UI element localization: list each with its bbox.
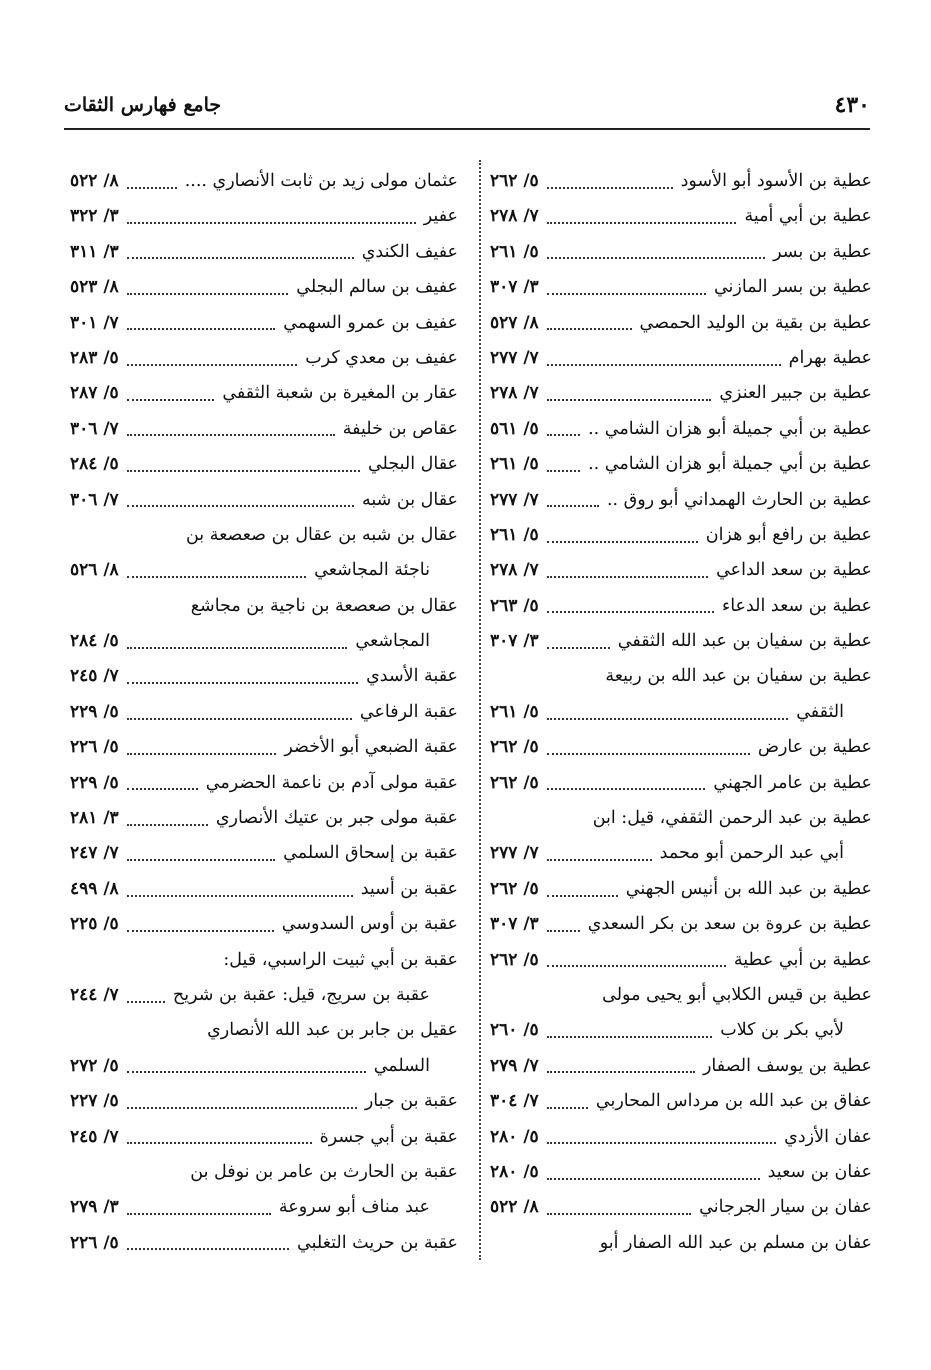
dot-leader <box>127 1248 289 1250</box>
entry-name: عثمان مولى زيد بن ثابت الأنصاري .... <box>184 171 458 191</box>
index-entry <box>70 907 458 942</box>
dot-leader <box>127 647 348 649</box>
dot-leader <box>547 187 673 189</box>
dot-leader <box>127 364 298 366</box>
dot-leader <box>127 187 177 189</box>
entry-name: عقبة بن جبار <box>364 1091 458 1112</box>
dot-leader <box>547 1213 691 1215</box>
index-entry <box>70 978 458 1013</box>
index-entry <box>490 306 872 341</box>
dot-leader <box>127 1071 366 1073</box>
entry-name: عقيل بن جابر بن عبد الله الأنصاري <box>207 1020 458 1041</box>
index-entry <box>70 270 458 305</box>
entry-name: عطية بن سفيان بن عبد الله الثقفي <box>617 631 872 652</box>
dot-leader <box>127 859 275 861</box>
entry-name: عقبة الضبعي أبو الأخضر <box>284 737 458 758</box>
entry-name: عفير <box>423 206 458 227</box>
index-entry <box>490 1226 872 1261</box>
index-entry <box>70 235 458 270</box>
index-entry <box>70 659 458 694</box>
index-entry <box>70 836 458 871</box>
dot-leader <box>547 753 750 755</box>
index-entry <box>490 412 872 447</box>
entry-name: عطية بن أبي جميلة أبو هزان الشامي .. <box>588 454 872 475</box>
dot-leader <box>127 788 198 790</box>
dot-leader <box>547 470 580 472</box>
entry-reference: ٥/ ٢٢٦ <box>70 1232 119 1253</box>
index-entry <box>490 589 872 624</box>
dot-leader <box>547 541 698 543</box>
entry-reference: ٧/ ٢٤٥ <box>70 1126 119 1147</box>
index-entry <box>490 518 872 553</box>
entry-reference: ٥/ ٢٧٢ <box>70 1055 119 1076</box>
dot-leader <box>127 470 360 472</box>
index-entry <box>490 695 872 730</box>
entry-name: عطية بن عروة بن سعد بن بكر السعدي <box>587 914 872 935</box>
entry-reference: ٥/ ٢٢٦ <box>70 737 119 758</box>
entry-reference: ٣/ ٢٨١ <box>70 808 119 829</box>
entry-reference: ٧/ ٢٧٩ <box>490 1055 539 1076</box>
dot-leader <box>127 682 358 684</box>
index-entry <box>490 1120 872 1155</box>
index-entry <box>490 836 872 871</box>
dot-leader <box>547 576 708 578</box>
entry-reference: ٧/ ٢٤٤ <box>70 984 119 1005</box>
entry-name: عقبة بن حريث التغلبي <box>297 1232 458 1253</box>
entry-reference: ٥/ ٢٨٤ <box>70 454 119 475</box>
entry-reference: ٧/ ٢٧٨ <box>490 206 539 227</box>
entry-name: الثقفي <box>796 701 844 722</box>
index-entry <box>70 1120 458 1155</box>
entry-name: عقبة مولى جبر بن عتيك الأنصاري <box>215 808 458 829</box>
entry-reference: ٨/ ٤٩٩ <box>70 878 119 899</box>
dot-leader <box>127 930 274 932</box>
entry-name: عقبة بن أوس السدوسي <box>281 914 458 935</box>
entry-reference: ٧/ ٢٧٧ <box>490 843 539 864</box>
index-entry <box>490 624 872 659</box>
dot-leader <box>127 1213 271 1215</box>
dot-leader <box>547 647 610 649</box>
entry-reference: ٣/ ٣٠٧ <box>490 277 539 298</box>
index-entry <box>70 624 458 659</box>
entry-name: عقال بن شبه <box>362 489 458 510</box>
entry-reference: ٥/ ٢٦١ <box>490 701 539 722</box>
index-entry <box>70 1226 458 1261</box>
entry-reference: ٧/ ٢٤٥ <box>70 666 119 687</box>
index-entry <box>70 341 458 376</box>
entry-reference: ٥/ ٢٦١ <box>490 454 539 475</box>
entry-name: عطية بن الأسود أبو الأسود <box>680 171 872 191</box>
entry-reference: ٥/ ٢٢٧ <box>70 1091 119 1112</box>
entry-name: عطية بن عامر الجهني <box>713 772 872 793</box>
entry-name: عطية بن سفيان بن عبد الله بن ربيعة <box>605 666 872 687</box>
entry-name: عقبة بن أبي ثبيت الراسبي، قيل: <box>223 949 458 970</box>
index-column-left <box>70 164 458 1264</box>
entry-name: عطية بن عبد الرحمن الثقفي، قيل: ابن <box>592 808 872 829</box>
entry-name: عقبة بن أبي جسرة <box>319 1126 458 1147</box>
entry-reference: ٨/ ٥٢٢ <box>70 171 119 191</box>
entry-name: عطية بن رافع أبو هزان <box>705 524 872 545</box>
index-entry <box>70 1155 458 1190</box>
entry-name: عفاق بن عبد الله بن مرداس المحاربي <box>595 1091 872 1112</box>
entry-name: عقبة بن الحارث بن عامر بن نوفل بن <box>190 1161 458 1182</box>
dot-leader <box>547 718 789 720</box>
entry-name: عقبة بن أسيد <box>360 878 458 899</box>
index-entry <box>490 199 872 234</box>
entry-name: أبي عبد الرحمن أبو محمد <box>659 843 844 864</box>
dot-leader <box>127 222 416 224</box>
entry-reference: ٣/ ٣١١ <box>70 241 119 262</box>
index-entry <box>490 1049 872 1084</box>
entry-name: عطية بن بقية بن الوليد الحمصي <box>639 312 872 333</box>
entry-name: عفيف بن عمرو السهمي <box>283 312 458 333</box>
entry-name: عطية بن بسر المازني <box>713 277 872 298</box>
dot-leader <box>127 576 306 578</box>
entry-reference: ٧/ ٣٠٤ <box>490 1091 539 1112</box>
index-entry <box>490 270 872 305</box>
entry-name: عطية بن عبد الله بن أنيس الجهني <box>625 878 872 899</box>
index-entry <box>490 943 872 978</box>
entry-reference: ٥/ ٢٦٠ <box>490 1020 539 1041</box>
dot-leader <box>547 788 706 790</box>
entry-reference: ٧/ ٢٧٨ <box>490 383 539 404</box>
entry-name: عفان بن سعيد <box>767 1161 872 1182</box>
entry-name: عفيف بن سالم البجلي <box>296 277 458 298</box>
index-entry <box>70 801 458 836</box>
entry-reference: ٨/ ٥٢٦ <box>70 560 119 581</box>
index-entry <box>490 341 872 376</box>
entry-name: عطية بن أبي عطية <box>733 949 872 970</box>
entry-name: عطية بن قيس الكلابي أبو يحيى مولى <box>602 984 872 1005</box>
dot-leader <box>547 399 712 401</box>
entry-reference: ٥/ ٢٨٧ <box>70 383 119 404</box>
dot-leader <box>127 895 353 897</box>
entry-reference: ٧/ ٢٤٧ <box>70 843 119 864</box>
entry-reference: ٥/ ٢٨٠ <box>490 1161 539 1182</box>
index-entry <box>490 553 872 588</box>
entry-reference: ٥/ ٢٨٠ <box>490 1126 539 1147</box>
dot-leader <box>547 293 706 295</box>
dot-leader <box>127 753 277 755</box>
dot-leader <box>547 364 781 366</box>
index-entry <box>490 447 872 482</box>
entry-name: عطية بن سعد الداعي <box>716 560 872 581</box>
entry-reference: ٧/ ٣٠٦ <box>70 489 119 510</box>
page-header <box>64 90 870 130</box>
column-separator <box>479 160 481 1260</box>
entry-reference: ٧/ ٢٧٧ <box>490 489 539 510</box>
index-entry <box>70 306 458 341</box>
index-entry <box>70 518 458 553</box>
index-entry <box>70 695 458 730</box>
index-entry <box>70 553 458 588</box>
entry-name: عطية بن الحارث الهمداني أبو روق .. <box>606 489 872 510</box>
index-entry <box>490 1084 872 1119</box>
entry-reference: ٥/ ٢٦٣ <box>490 595 539 616</box>
entry-reference: ٥/ ٢٦٢ <box>490 878 539 899</box>
entry-reference: ٣/ ٣٠٧ <box>490 631 539 652</box>
entry-name: عبد مناف أبو سروعة <box>278 1197 430 1218</box>
index-entry <box>490 801 872 836</box>
entry-name: عقال بن شبه بن عقال بن صعصعة بن <box>185 524 458 545</box>
dot-leader <box>127 328 276 330</box>
dot-leader <box>127 718 352 720</box>
entry-name: لأبي بكر بن كلاب <box>720 1020 844 1041</box>
dot-leader <box>127 1107 357 1109</box>
entry-name: عقال بن صعصعة بن ناجية بن مجاشع <box>190 595 458 616</box>
entry-reference: ٧/ ٢٧٧ <box>490 347 539 368</box>
index-entry <box>490 376 872 411</box>
index-entry <box>490 766 872 801</box>
entry-reference: ٥/ ٥٦١ <box>490 418 539 439</box>
index-entry <box>70 943 458 978</box>
index-entry <box>70 199 458 234</box>
entry-name: عطية بن أبي أمية <box>744 206 872 227</box>
index-entry <box>490 978 872 1013</box>
entry-name: ناجئة المجاشعي <box>314 560 430 581</box>
running-title: جامع فهارس الثقات <box>64 94 222 116</box>
dot-leader <box>127 824 208 826</box>
entry-name: عقبة مولى آدم بن ناعمة الحضرمي <box>205 772 458 793</box>
dot-leader <box>547 222 737 224</box>
dot-leader <box>547 895 618 897</box>
dot-leader <box>127 399 215 401</box>
dot-leader <box>547 1036 713 1038</box>
entry-reference: ٣/ ٢٧٩ <box>70 1197 119 1218</box>
index-entry <box>70 1013 458 1048</box>
entry-name: المجاشعي <box>355 631 430 652</box>
entry-name: عقبة بن إسحاق السلمي <box>283 843 458 864</box>
dot-leader <box>547 1178 760 1180</box>
dot-leader <box>547 1071 695 1073</box>
entry-name: عطية بن عارض <box>757 737 872 758</box>
entry-name: عفان الأزدي <box>784 1126 872 1147</box>
entry-reference: ٥/ ٢٢٩ <box>70 701 119 722</box>
index-column-right <box>490 164 872 1264</box>
entry-name: عقاص بن خليفة <box>342 418 458 439</box>
entry-reference: ٧/ ٣٠١ <box>70 312 119 333</box>
entry-name: عفان بن مسلم بن عبد الله الصفار أبو <box>599 1232 872 1253</box>
dot-leader <box>547 611 714 613</box>
entry-name: عقبة بن سريج، قيل: عقبة بن شريح <box>172 984 430 1005</box>
entry-name: عطية بن يوسف الصفار <box>702 1055 872 1076</box>
index-entry <box>70 412 458 447</box>
index-entry <box>490 872 872 907</box>
index-entry <box>490 235 872 270</box>
entry-reference: ٥/ ٢٦٢ <box>490 949 539 970</box>
index-entry <box>70 1049 458 1084</box>
dot-leader <box>127 1142 312 1144</box>
entry-reference: ٥/ ٢٢٥ <box>70 914 119 935</box>
index-entry <box>70 766 458 801</box>
dot-leader <box>127 434 335 436</box>
index-entry <box>70 1084 458 1119</box>
entry-reference: ٥/ ٢٨٣ <box>70 347 119 368</box>
dot-leader <box>127 505 354 507</box>
index-entry <box>490 1013 872 1048</box>
entry-name: عفيف الكندي <box>361 241 458 262</box>
entry-name: عفان بن سيار الجرجاني <box>699 1197 872 1218</box>
dot-leader <box>127 293 289 295</box>
entry-reference: ٥/ ٢٦٢ <box>490 772 539 793</box>
dot-leader <box>547 434 580 436</box>
entry-name: عطية بن جبير العنزي <box>719 383 872 404</box>
entry-reference: ٥/ ٢٦٢ <box>490 737 539 758</box>
entry-reference: ٥/ ٢٢٩ <box>70 772 119 793</box>
entry-name: السلمي <box>373 1055 430 1076</box>
entry-reference: ٧/ ٢٧٨ <box>490 560 539 581</box>
dot-leader <box>547 1107 588 1109</box>
index-entry <box>70 483 458 518</box>
index-entry <box>490 483 872 518</box>
index-entry <box>70 589 458 624</box>
entry-reference: ٣/ ٣٢٢ <box>70 206 119 227</box>
index-entry <box>70 447 458 482</box>
index-entry <box>490 1190 872 1225</box>
entry-reference: ٥/ ٢٦١ <box>490 524 539 545</box>
dot-leader <box>127 1001 165 1003</box>
index-entry <box>70 164 458 199</box>
entry-name: عطية بهرام <box>788 347 872 368</box>
index-entry <box>70 1190 458 1225</box>
dot-leader <box>547 930 580 932</box>
entry-reference: ٨/ ٥٢٣ <box>70 277 119 298</box>
index-entry <box>490 164 872 199</box>
entry-reference: ٣/ ٣٠٧ <box>490 914 539 935</box>
entry-name: عطية بن سعد الدعاء <box>721 595 872 616</box>
entry-name: عقبة الأسدي <box>366 666 458 687</box>
entry-name: عطية بن بسر <box>773 241 872 262</box>
page-number: ٤٣٠ <box>834 92 870 118</box>
entry-reference: ٧/ ٣٠٦ <box>70 418 119 439</box>
entry-name: عفيف بن معدي كرب <box>305 347 458 368</box>
index-entry <box>490 1155 872 1190</box>
dot-leader <box>547 328 632 330</box>
dot-leader <box>547 965 726 967</box>
entry-name: عطية بن أبي جميلة أبو هزان الشامي .. <box>588 418 872 439</box>
entry-name: عقبة الرفاعي <box>359 701 458 722</box>
entry-reference: ٨/ ٥٢٧ <box>490 312 539 333</box>
dot-leader <box>547 859 652 861</box>
entry-reference: ٥/ ٢٨٤ <box>70 631 119 652</box>
index-entry <box>70 376 458 411</box>
header-rule <box>64 128 870 130</box>
dot-leader <box>127 257 354 259</box>
entry-reference: ٥/ ٢٦٢ <box>490 171 539 191</box>
index-entry <box>490 907 872 942</box>
entry-reference: ٥/ ٢٦١ <box>490 241 539 262</box>
dot-leader <box>547 257 765 259</box>
index-entry <box>490 730 872 765</box>
index-entry <box>70 872 458 907</box>
index-entry <box>490 659 872 694</box>
entry-name: عقال البجلي <box>367 454 458 475</box>
dot-leader <box>547 505 599 507</box>
dot-leader <box>547 1142 776 1144</box>
entry-reference: ٨/ ٥٢٢ <box>490 1197 539 1218</box>
entry-name: عقار بن المغيرة بن شعبة الثقفي <box>222 383 458 404</box>
index-entry <box>70 730 458 765</box>
